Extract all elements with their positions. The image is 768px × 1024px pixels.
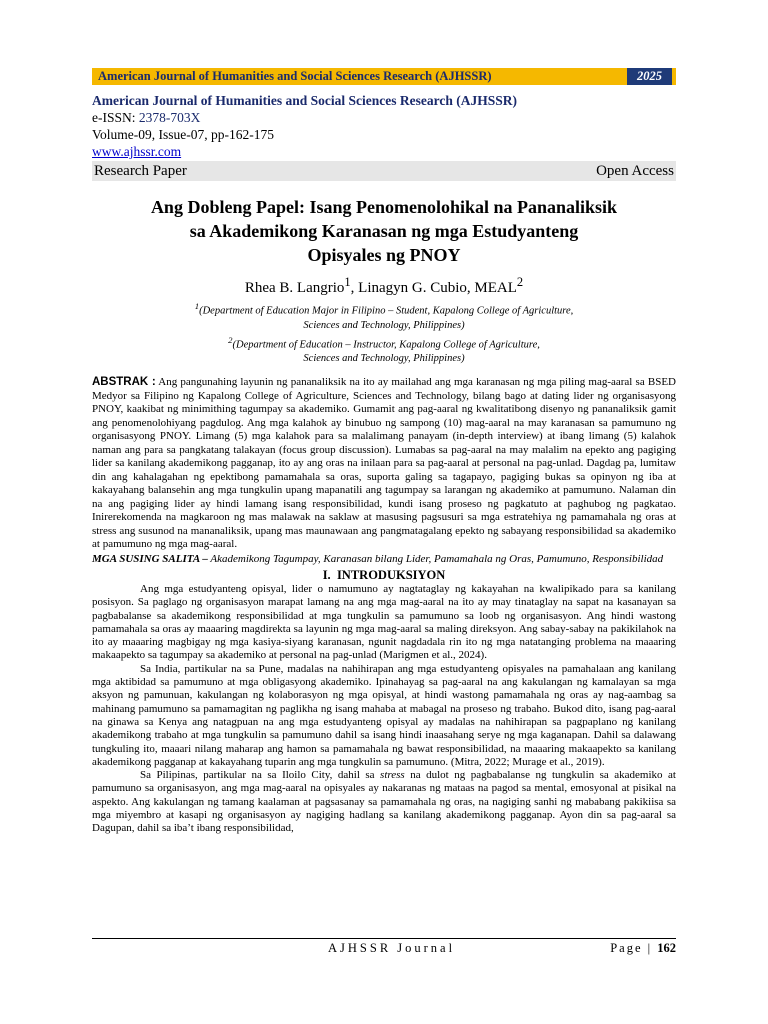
- affiliation-1-line1: [92, 299, 676, 319]
- journal-bar-title: American Journal of Humanities and Social Sciences Research (AJHSSR): [98, 69, 492, 83]
- affiliation-2-line1: [92, 333, 676, 353]
- section-heading: [92, 568, 676, 583]
- paper-type-bar: [92, 161, 676, 181]
- year-badge: 2025: [627, 68, 672, 85]
- aff1-text: (Department of Education Major in Filipino – Student, Kapalong College of Agriculture,: [199, 305, 574, 317]
- keywords: [92, 553, 676, 567]
- keywords-text: Akademikong Tagumpay, Karanasan bilang Lider, Pamamahala ng Oras, Pamumuno, Responsibilidad: [207, 552, 664, 565]
- p3-italic: stress: [380, 769, 405, 782]
- author-2-sup: 2: [516, 275, 524, 289]
- issn-value: 2378-703X: [138, 110, 201, 125]
- page-number: 162: [657, 941, 676, 955]
- issn-line: [92, 109, 676, 126]
- journal-meta: [92, 109, 676, 160]
- affiliation-1-line2: Sciences and Technology, Philippines): [303, 319, 465, 331]
- issn-label: e-ISSN:: [92, 110, 139, 125]
- paper-type: Research Paper: [94, 163, 187, 179]
- title-line: Opisyales ng PNOY: [307, 245, 461, 265]
- paragraph-3: [92, 769, 676, 835]
- section-title: INTRODUKSIYON: [336, 568, 446, 582]
- website-link[interactable]: www.ajhssr.com: [92, 144, 182, 159]
- journal-header-bar: [92, 68, 676, 85]
- paragraph-1: Ang mga estudyanteng opisyal, lider o namumuno ay nagtataglay ng kakayahan na kwalipikado para sa kanilang posisyon. Sa paglago ng organisasyon marapat lamang na ang mga mag-aaral na ito ay may tinataglay na sapat na kasanayan sa pagbabalanse sa akademikong responsibilidad at mga tungkulin sa pamumuno sa loob ng organisasyon. Ang hindi wastong pamamahala sa oras ay maaaring magdirekta sa layunin ng mga mag-aaral sa maling direksyon. Ang sabay-sabay na pakikilahok na ito ay maaaring magbigay ng mga kasiya-siyang karanasan, ngunit nagdadala rin ito ng mga natatanging problema na maaaring makaapekto sa tagumpay sa akademiko at personal na pag-unlad (Marigmen et al., 2024).: [92, 583, 676, 662]
- authors: [92, 275, 676, 297]
- affiliation-2-line2: Sciences and Technology, Philippines): [303, 353, 465, 364]
- keywords-heading: MGA SUSING SALITA –: [92, 552, 208, 565]
- page-footer: [92, 938, 676, 956]
- page: [92, 68, 676, 836]
- section-number: I.: [322, 568, 331, 582]
- paper-title: [92, 195, 676, 267]
- volume-line: Volume-09, Issue-07, pp-162-175: [92, 127, 274, 142]
- access-type: Open Access: [596, 163, 674, 179]
- p3-end: na dulot ng pagbabalanse ng tungkulin sa akademiko at pamumuno sa organisasyon, ang mga mag-aaral na opisyales ay nakaranas ng mataas na pagod sa mental, emosyonal at pisikal na aspekto. Ang kakulangan ng tamang kaalaman at pagsasanay sa pamamahala ng oras, na nagiging sanhi ng mababang pakikiisa sa mga miyembro at kasapi ng organisasyon ay nagiging hadlang sa kanilang akademikong pagganap. Ayon din sa pag-aaral sa Dagupan, dahil sa iba’t ibang responsibilidad,: [92, 769, 676, 835]
- body-text: [92, 583, 676, 836]
- affiliations: [92, 299, 676, 366]
- p3-start: Sa Pilipinas, partikular na sa Iloilo City, dahil sa: [140, 769, 381, 782]
- footer-journal: AJHSSR Journal: [328, 941, 456, 955]
- abstract-text: Ang pangunahing layunin ng pananaliksik na ito ay mailahad ang mga karanasan ng mga piling mag-aaral sa BSED Medyor sa Filipino ng Kapalong College of Agriculture, Sciences and Technology, bilang bago at dating lider ng organisasyong PNOY, kaakibat ng minimithing tagumpay sa akademiko. Gumamit ang pag-aaral ng kwalitatibong disenyo ng pananaliksik gamit ang penomenolohiyang pagdulog. Ang mga kalahok ay binubuo ng sampong (10) mag-aaral na may karanasan sa pamumuno ng organisasyong PNOY. Limang (5) mga kalahok para sa malalimang panayam (in-depth interview) at ibang limang (5) kalahok naman ang para sa pangkatang talakayan (focus group discussion). Lumabas sa pag-aaral na may malalim na epekto ang pagiging lider sa kanilang akademikong pagganap, ito ay ang oras na inilaan para sa pag-aaral at personal na pag-unlad. Dagdag pa, lumitaw din ang kahalagahan ng epektibong pamamahala sa oras, suporta galing sa tagapayo, pagiging bukas sa opinyon ng iba at kakayahang balansehin ang mga tungkulin upang mapanatili ang tagumpay sa larangan ng akademiko at pamumuno. Nalaman din na ang pagiging lider ay hindi lamang isang responsibilidad, kundi isang proseso ng pagkatuto at paghubog ng pagkatao. Inirerekomenda na magkaroon ng mas malawak na saklaw at masusing pagsusuri sa mga estratehiya ng pamamahala ng oras at stress ang susunod na mananaliksik, upang mas maunawaan ang pangmatagalang epekto ng sabayang responsibilidad sa akademiko at pamumuno ng mga mag-aaral.: [92, 376, 677, 550]
- author-1: Rhea B. Langrio: [244, 280, 345, 296]
- journal-name: American Journal of Humanities and Social Sciences Research (AJHSSR): [92, 93, 517, 108]
- author-1-sup: 1: [344, 275, 351, 289]
- aff2-sup: 2: [228, 334, 233, 345]
- paragraph-2: Sa India, partikular na sa Pune, madalas na nahihirapan ang mga estudyanteng opisyales na pamahalaan ang kanilang mga aktibidad sa pamumuno at mga obligasyong akademiko. Ipinahayag sa pag-aaral na ang kakulangan ng kamalayan sa mga aksyon ng pamunuan, kakulangan ng kolaborasyon ng mga opisyal, at hindi wastong pamamahala ng oras ay nag-aambag sa mahinang pamumuno sa pamamagitan ng paglikha ng isang mahaba at mabagal na proseso ng trabaho. Bukod dito, isang pag-aaral na ginawa sa Kenya ang natagpuan na ang mga estudyanteng opisyal ay madalas na nahihirapan sa pagpaplano ng kanilang akademikong trabaho at mga tungkulin sa pamumuno dahil sa isang hindi inaasahang serye ng mga kaganapan. Dahil sa dalawang tungkuling ito, maaari nilang maharap ang hamon sa pamamahala ng bawat responsibilidad, na maaaring makaapekto sa kanilang akademikong pagganap at kakayahang tuparin ang mga tungkulin sa pamumuno. (Mitra, 2022; Murage et al., 2019).: [92, 662, 676, 768]
- aff1-sup: 1: [194, 301, 200, 311]
- title-line: Ang Dobleng Papel: Isang Penomenolohikal na Pananaliksik: [150, 197, 618, 217]
- page-label: Page |: [610, 941, 658, 955]
- abstract: [92, 376, 676, 552]
- abstract-heading: ABSTRAK :: [92, 376, 156, 388]
- title-line: sa Akademikong Karanasan ng mga Estudyanteng: [189, 221, 579, 241]
- footer-page: [610, 941, 676, 956]
- aff2-text: (Department of Education – Instructor, Kapalong College of Agriculture,: [232, 339, 540, 350]
- author-2: , Linagyn G. Cubio, MEAL: [350, 280, 517, 296]
